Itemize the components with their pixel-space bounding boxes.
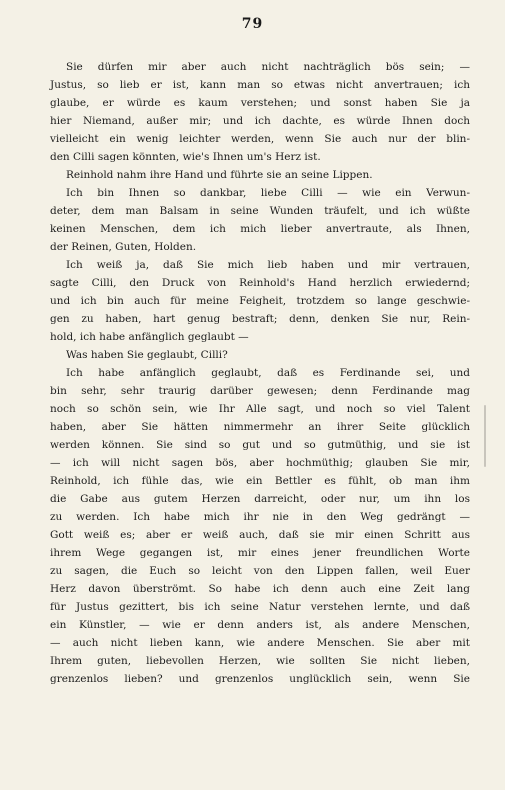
text-line: gen zu haben, hart genug bestraft; denn, denken Sie nur, Rein-: [50, 313, 470, 325]
text-line: für Justus gezittert, bis ich seine Natur verstehen lernte, und daß: [50, 601, 470, 613]
margin-mark: [484, 405, 486, 467]
text-line: sagte Cilli, den Druck von Reinhold's Hand herzlich erwiedernd;: [50, 277, 470, 289]
text-line: Ihrem guten, liebevollen Herzen, wie sollten Sie nicht lieben,: [50, 655, 470, 667]
text-line: — ich will nicht sagen bös, aber hochmüthig; glauben Sie mir,: [50, 457, 470, 469]
text-line: deter, dem man Balsam in seine Wunden träufelt, und ich wüßte: [50, 205, 470, 217]
text-line: und ich bin auch für meine Feigheit, trotzdem so lange geschwie-: [50, 295, 470, 307]
text-line: Sie dürfen mir aber auch nicht nachträglich bös sein; —: [66, 61, 470, 73]
text-line: haben, aber Sie hätten nimmermehr an ihrer Seite glücklich: [50, 421, 470, 433]
text-line: Reinhold, ich fühle das, wie ein Bettler es fühlt, ob man ihm: [50, 475, 470, 487]
text-line: bin sehr, sehr traurig darüber gewesen; denn Ferdinande mag: [50, 385, 470, 397]
text-line: Gott weiß es; aber er weiß auch, daß sie mir einen Schritt aus: [50, 529, 470, 541]
text-line: zu werden. Ich habe mich ihr nie in den Weg gedrängt —: [50, 511, 470, 523]
text-line: Was haben Sie geglaubt, Cilli?: [66, 349, 228, 361]
text-line: Justus, so lieb er ist, kann man so etwas nicht anvertrauen; ich: [50, 79, 470, 91]
page-number: 79: [241, 16, 264, 32]
text-line: — auch nicht lieben kann, wie andere Menschen. Sie aber mit: [50, 637, 470, 649]
text-line: zu sagen, die Euch so leicht von den Lippen fallen, weil Euer: [50, 565, 470, 577]
text-line: glaube, er würde es kaum verstehen; und sonst haben Sie ja: [50, 97, 470, 109]
text-line: Reinhold nahm ihre Hand und führte sie an seine Lippen.: [66, 169, 373, 181]
text-line: Ich weiß ja, daß Sie mich lieb haben und mir vertrauen,: [66, 259, 470, 271]
text-line: den Cilli sagen könnten, wie's Ihnen um's Herz ist.: [50, 151, 321, 163]
text-line: hier Niemand, außer mir; und ich dachte, es würde Ihnen doch: [50, 115, 470, 127]
text-line: keinen Menschen, dem ich mich lieber anvertraute, als Ihnen,: [50, 223, 470, 235]
body-text: [50, 58, 470, 688]
text-line: ein Künstler, — wie er denn anders ist, als andere Menschen,: [50, 619, 470, 631]
text-line: vielleicht ein wenig leichter werden, wenn Sie auch nur der blin-: [50, 133, 470, 145]
text-line: ihrem Wege gegangen ist, mir eines jener freundlichen Worte: [50, 547, 470, 559]
text-line: Ich habe anfänglich geglaubt, daß es Ferdinande sei, und: [66, 367, 470, 379]
text-line: die Gabe aus gutem Herzen darreicht, oder nur, um ihn los: [50, 493, 470, 505]
text-line: hold, ich habe anfänglich geglaubt —: [50, 331, 249, 343]
text-line: werden können. Sie sind so gut und so gutmüthig, und sie ist: [50, 439, 470, 451]
text-line: Ich bin Ihnen so dankbar, liebe Cilli — wie ein Verwun-: [66, 187, 470, 199]
text-line: noch so schön sein, wie Ihr Alle sagt, und noch so viel Talent: [50, 403, 470, 415]
text-line: der Reinen, Guten, Holden.: [50, 241, 197, 253]
text-line: Herz davon überströmt. So habe ich denn auch eine Zeit lang: [50, 583, 470, 595]
text-line: grenzenlos lieben? und grenzenlos unglücklich sein, wenn Sie: [50, 673, 470, 685]
